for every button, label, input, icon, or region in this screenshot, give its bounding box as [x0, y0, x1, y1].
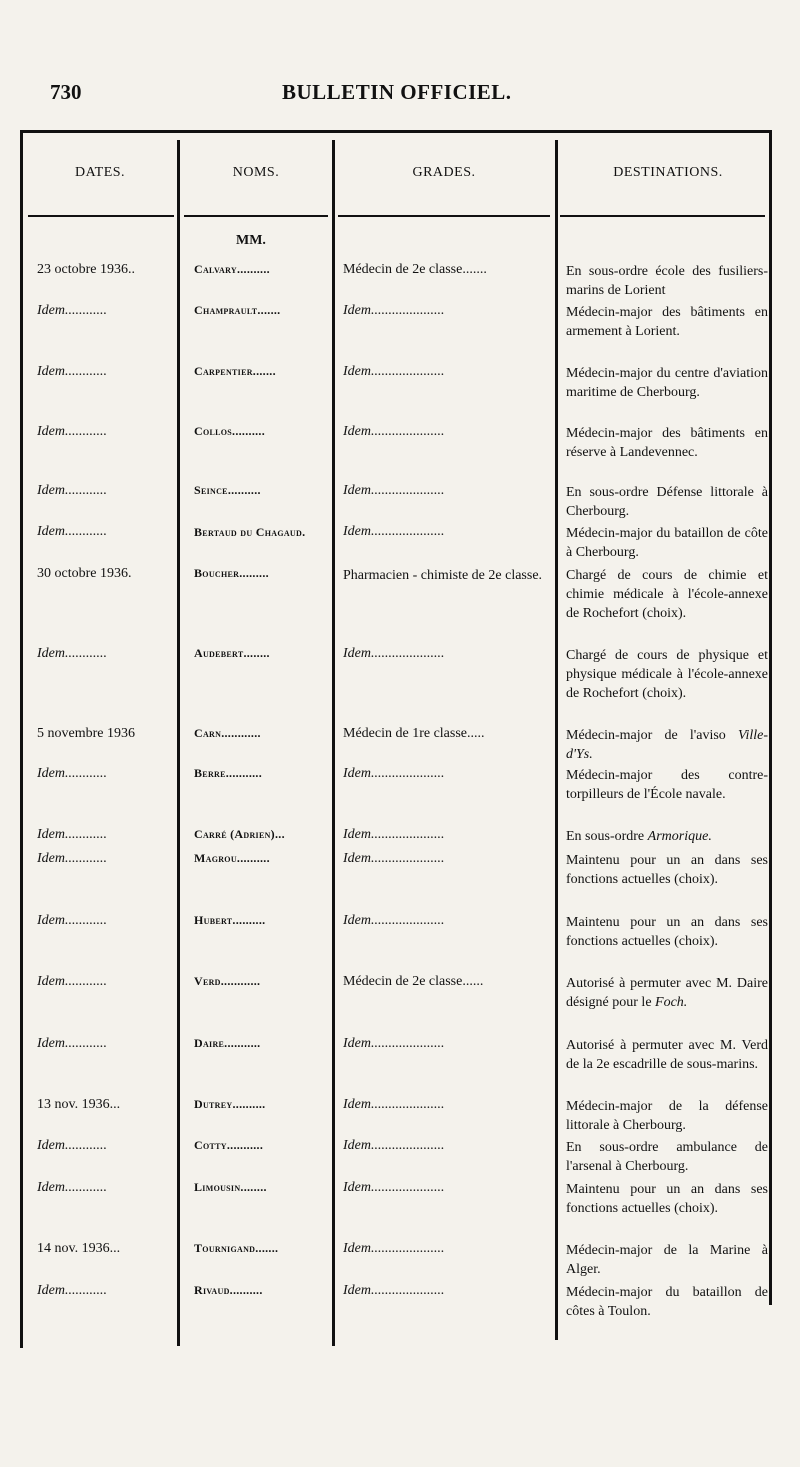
- row-grade: Idem.....................: [343, 483, 445, 498]
- row-date: Idem............: [37, 766, 107, 781]
- row-date: 30 octobre 1936.: [37, 566, 132, 581]
- row-destination: En sous-ordre ambulance de l'arsenal à Cherbourg.: [566, 1140, 768, 1174]
- row-grade: Médecin de 1re classe.....: [343, 726, 485, 741]
- row-date: Idem............: [37, 646, 107, 661]
- destination-text: Autorisé à permuter avec M. Daire désigné pour le: [566, 976, 768, 1010]
- row-destination: Médecin-major des contre-torpilleurs de l'École navale.: [566, 768, 768, 802]
- row-grade: Idem.....................: [343, 303, 445, 318]
- table-right-border: [769, 130, 772, 1305]
- row-name: Collos..........: [194, 424, 266, 438]
- header-rule-noms: [184, 215, 328, 217]
- row-date: Idem............: [37, 424, 107, 439]
- page-number: 730: [50, 80, 82, 104]
- row-destination: En sous-ordre école des fusiliers-marins de Lorient: [566, 264, 768, 298]
- row-date: Idem............: [37, 303, 107, 318]
- table-left-border: [20, 130, 23, 1348]
- row-date: Idem............: [37, 483, 107, 498]
- ship-name: Ville-d'Ys.: [566, 728, 768, 762]
- row-destination: Maintenu pour un an dans ses fonctions actuelles (choix).: [566, 1182, 768, 1216]
- row-grade: Idem.....................: [343, 364, 445, 379]
- ship-name: Foch.: [655, 995, 688, 1010]
- row-destination: Chargé de cours de chimie et chimie médicale à l'école-annexe de Rochefort (choix).: [566, 568, 768, 621]
- column-header-grades: GRADES.: [412, 165, 476, 180]
- column-header-destinations: DESTINATIONS.: [613, 165, 723, 180]
- row-grade: Idem.....................: [343, 424, 445, 439]
- row-grade: Idem.....................: [343, 1097, 445, 1112]
- row-name: Bertaud du Chagaud.: [194, 525, 306, 539]
- row-name: Magrou..........: [194, 851, 270, 865]
- row-grade: Idem.....................: [343, 851, 445, 866]
- row-date: Idem............: [37, 851, 107, 866]
- row-grade: Idem.....................: [343, 766, 445, 781]
- row-destination: En sous-ordre Défense littorale à Cherbourg.: [566, 485, 768, 519]
- row-grade: Idem.....................: [343, 913, 445, 928]
- row-name: Hubert..........: [194, 913, 266, 927]
- row-name: Cotty...........: [194, 1138, 264, 1152]
- row-date: Idem............: [37, 1180, 107, 1195]
- row-grade: Idem.....................: [343, 524, 445, 539]
- header-rule-destinations: [560, 215, 765, 217]
- row-date: Idem............: [37, 1283, 107, 1298]
- row-destination: Médecin-major de la Marine à Alger.: [566, 1243, 768, 1277]
- row-name: Boucher.........: [194, 566, 269, 580]
- column-header-noms: NOMS.: [232, 165, 280, 180]
- row-name: Rivaud..........: [194, 1283, 263, 1297]
- row-grade: Idem.....................: [343, 1241, 445, 1256]
- row-destination: Maintenu pour un an dans ses fonctions actuelles (choix).: [566, 853, 768, 887]
- row-date: Idem............: [37, 1036, 107, 1051]
- row-destination: Maintenu pour un an dans ses fonctions actuelles (choix).: [566, 915, 768, 949]
- ship-name: Armorique.: [647, 829, 712, 844]
- row-name: Daire...........: [194, 1036, 261, 1050]
- row-grade: Médecin de 2e classe.......: [343, 262, 487, 277]
- row-name: Seince..........: [194, 483, 261, 497]
- row-grade: Médecin de 2e classe......: [343, 974, 484, 989]
- row-date: 13 nov. 1936...: [37, 1097, 121, 1112]
- row-name: Dutrey..........: [194, 1097, 266, 1111]
- row-date: Idem............: [37, 524, 107, 539]
- row-destination: [566, 974, 768, 1012]
- row-name: Audebert........: [194, 646, 270, 660]
- running-title: BULLETIN OFFICIEL.: [282, 80, 512, 104]
- row-destination: [566, 827, 768, 846]
- row-destination: Médecin-major du bataillon de côte à Cherbourg.: [566, 526, 768, 560]
- row-name: Calvary..........: [194, 262, 270, 276]
- row-name: Carpentier.......: [194, 364, 276, 378]
- row-name: Carn............: [194, 726, 261, 740]
- row-name: Champrault.......: [194, 303, 281, 317]
- row-name: Carré (Adrien)...: [194, 827, 285, 841]
- row-destination: Médecin-major des bâtiments en réserve à Landevennec.: [566, 426, 768, 460]
- destination-text: Médecin-major de l'aviso: [566, 728, 726, 743]
- table-top-rule: [20, 130, 772, 133]
- header-rule-dates: [28, 215, 174, 217]
- mm-label: MM.: [236, 233, 266, 248]
- row-destination: Chargé de cours de physique et physique médicale à l'école-annexe de Rochefort (choix).: [566, 648, 768, 701]
- row-date: Idem............: [37, 913, 107, 928]
- row-grade: Idem.....................: [343, 827, 445, 842]
- row-destination: Médecin-major des bâtiments en armement à Lorient.: [566, 305, 768, 339]
- row-date: Idem............: [37, 827, 107, 842]
- row-date: 23 octobre 1936..: [37, 262, 135, 277]
- row-date: Idem............: [37, 974, 107, 989]
- destination-text: En sous-ordre: [566, 829, 645, 844]
- row-name: Tournigand.......: [194, 1241, 279, 1255]
- row-name: Berre...........: [194, 766, 263, 780]
- row-name: Limousin........: [194, 1180, 267, 1194]
- row-grade: Idem.....................: [343, 1036, 445, 1051]
- column-divider-dates: [177, 140, 180, 1346]
- column-divider-noms: [332, 140, 335, 1346]
- row-destination: Médecin-major du centre d'aviation maritime de Cherbourg.: [566, 366, 768, 400]
- row-date: 5 novembre 1936: [37, 726, 135, 741]
- column-divider-grades: [555, 140, 558, 1340]
- header-rule-grades: [338, 215, 550, 217]
- row-destination: Médecin-major du bataillon de côtes à Toulon.: [566, 1285, 768, 1319]
- row-grade: Idem.....................: [343, 1283, 445, 1298]
- page-header: [0, 80, 800, 110]
- row-date: 14 nov. 1936...: [37, 1241, 121, 1256]
- row-date: Idem............: [37, 1138, 107, 1153]
- row-grade: Idem.....................: [343, 1180, 445, 1195]
- row-name: Verd............: [194, 974, 261, 988]
- row-destination: Autorisé à permuter avec M. Verd de la 2e escadrille de sous-marins.: [566, 1038, 768, 1072]
- row-grade: Pharmacien - chimiste de 2e classe.: [343, 568, 543, 583]
- row-destination: Médecin-major de la défense littorale à Cherbourg.: [566, 1099, 768, 1133]
- row-grade: Idem.....................: [343, 646, 445, 661]
- row-grade: Idem.....................: [343, 1138, 445, 1153]
- row-date: Idem............: [37, 364, 107, 379]
- row-destination: [566, 726, 768, 764]
- column-header-dates: DATES.: [74, 165, 126, 180]
